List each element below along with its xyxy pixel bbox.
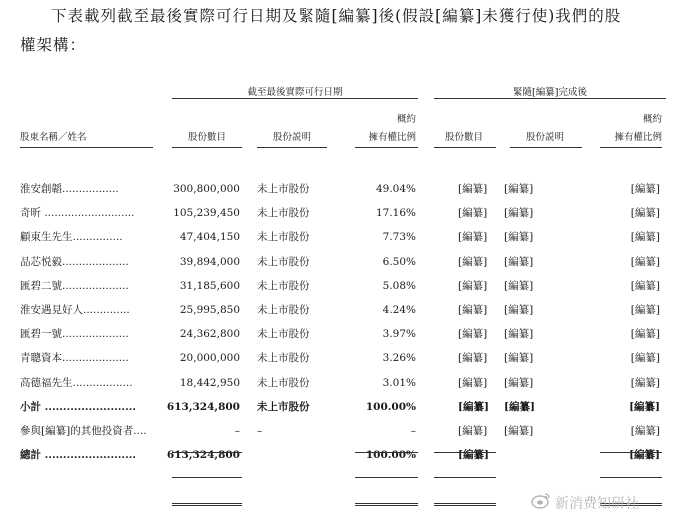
intro-line-2: 權架構： xyxy=(20,36,87,54)
cell-e2: [編纂] xyxy=(504,377,534,389)
group-header-after-listing: 緊隨[編纂]完成後 xyxy=(513,87,587,98)
cell-desc: 未上市股份 xyxy=(257,304,310,316)
table-row xyxy=(0,251,700,273)
cell-desc: 未上市股份 xyxy=(257,401,310,413)
col-header-pct-line1: 概約 xyxy=(396,114,416,125)
table-row xyxy=(0,299,700,321)
cell-e3: [編纂] xyxy=(630,328,660,340)
cell-e1: [編纂] xyxy=(458,328,488,340)
subtotal-rule-shares-after xyxy=(434,452,496,453)
cell-name: 參與[編纂]的其他投資者.... xyxy=(20,425,147,437)
cell-pct: 7.73% xyxy=(382,231,416,243)
watermark-text: 新消费知研社 xyxy=(555,496,639,512)
cell-pct: 3.97% xyxy=(382,328,416,340)
cell-name: 顧東生先生............... xyxy=(20,231,123,243)
cell-name: 小計 ......................... xyxy=(20,401,137,413)
header-rule-desc-after xyxy=(510,147,582,148)
cell-pct: 100.00% xyxy=(365,449,416,461)
header-rule-name xyxy=(20,147,153,148)
cell-name: 淮安遇見好人.............. xyxy=(20,304,130,316)
table-row xyxy=(0,202,700,224)
col-header-shares: 股份數目 xyxy=(187,132,226,143)
cell-e3: [編纂] xyxy=(630,231,660,243)
table-row xyxy=(0,178,700,200)
cell-pct: 3.01% xyxy=(382,377,416,389)
group-rule-right xyxy=(434,98,666,99)
cell-e3: [編纂] xyxy=(630,304,660,316)
cell-name: 匯碧二號.................... xyxy=(20,280,129,292)
cell-e3: [編纂] xyxy=(629,449,660,461)
cell-desc: 未上市股份 xyxy=(257,256,310,268)
cell-e3: [編纂] xyxy=(629,401,660,413)
total-rule-shares-after xyxy=(434,503,496,506)
table-row xyxy=(0,420,700,442)
col-header-name: 股東名稱／姓名 xyxy=(20,132,87,143)
cell-desc: 未上市股份 xyxy=(257,280,310,292)
col-header-shares-after: 股份數目 xyxy=(444,132,483,143)
cell-e1: [編纂] xyxy=(458,304,488,316)
group-header-last-practicable-date: 截至最後實際可行日期 xyxy=(247,87,343,98)
table-row xyxy=(0,347,700,369)
others-rule-pct-after xyxy=(600,477,662,478)
cell-shares: 39,894,000 xyxy=(179,256,240,268)
header-rule-shares-after xyxy=(434,147,496,148)
cell-e1: [編纂] xyxy=(458,425,488,437)
cell-e1: [編纂] xyxy=(458,256,488,268)
cell-name: 奇昕 ........................... xyxy=(20,207,135,219)
subtotal-rule-shares xyxy=(172,452,242,453)
cell-e2: [編纂] xyxy=(504,425,534,437)
col-header-pct-after-line2: 擁有權比例 xyxy=(614,132,662,143)
cell-pct: 49.04% xyxy=(375,183,416,195)
intro-paragraph xyxy=(20,2,690,60)
col-header-desc: 股份説明 xyxy=(272,132,311,143)
cell-e3: [編纂] xyxy=(630,183,660,195)
cell-pct: 5.08% xyxy=(382,280,416,292)
cell-desc: 未上市股份 xyxy=(257,207,310,219)
cell-e2: [編纂] xyxy=(504,328,534,340)
cell-e3: [編纂] xyxy=(630,352,660,364)
subtotal-rule-pct-after xyxy=(600,452,662,453)
col-header-pct-line2: 擁有權比例 xyxy=(368,132,416,143)
cell-desc: 未上市股份 xyxy=(257,328,310,340)
cell-e3: [編纂] xyxy=(630,280,660,292)
table-row xyxy=(0,396,700,418)
weibo-logo-icon xyxy=(531,491,551,509)
cell-e1: [編纂] xyxy=(458,231,488,243)
cell-shares: 47,404,150 xyxy=(179,231,240,243)
group-rule-left xyxy=(172,98,418,99)
cell-e1: [編纂] xyxy=(458,352,488,364)
cell-desc: 未上市股份 xyxy=(257,183,310,195)
cell-e2: [編纂] xyxy=(504,304,534,316)
others-rule-shares xyxy=(172,477,242,478)
cell-e3: [編纂] xyxy=(630,207,660,219)
cell-pct: 17.16% xyxy=(375,207,416,219)
header-rule-pct xyxy=(355,147,418,148)
cell-shares: 25,995,850 xyxy=(179,304,240,316)
cell-shares: 20,000,000 xyxy=(179,352,240,364)
cell-desc: 未上市股份 xyxy=(257,352,310,364)
table-row xyxy=(0,444,700,466)
cell-e2: [編纂] xyxy=(504,183,534,195)
cell-pct: 3.26% xyxy=(382,352,416,364)
others-rule-pct xyxy=(355,477,418,478)
cell-desc: 未上市股份 xyxy=(257,377,310,389)
header-rule-shares xyxy=(172,147,242,148)
cell-shares: 24,362,800 xyxy=(179,328,240,340)
cell-e3: [編纂] xyxy=(630,425,660,437)
cell-e1: [編纂] xyxy=(458,377,488,389)
cell-shares: 18,442,950 xyxy=(179,377,240,389)
cell-pct: 4.24% xyxy=(382,304,416,316)
cell-shares: 105,239,450 xyxy=(173,207,240,219)
table-row xyxy=(0,275,700,297)
cell-name: 淮安創韜................. xyxy=(20,183,119,195)
cell-pct: – xyxy=(410,425,416,437)
header-rule-pct-after xyxy=(600,147,662,148)
intro-line-1: 下表載列截至最後實際可行日期及緊隨[編纂]後(假設[編纂]未獲行使)我們的股 xyxy=(51,7,622,25)
cell-name: 品芯悦毅.................... xyxy=(20,256,129,268)
cell-e1: [編纂] xyxy=(458,207,488,219)
cell-name: 青聰資本.................... xyxy=(20,352,129,364)
cell-name: 高德福先生.................. xyxy=(20,377,133,389)
cell-name: 總計 ......................... xyxy=(20,449,137,461)
cell-e2: [編纂] xyxy=(504,401,535,413)
cell-shares: 613,324,800 xyxy=(166,449,240,461)
cell-shares: 613,324,800 xyxy=(166,401,240,413)
cell-e2: [編纂] xyxy=(504,231,534,243)
others-rule-shares-after xyxy=(434,477,496,478)
cell-shares: 300,800,000 xyxy=(173,183,240,195)
cell-shares: – xyxy=(234,425,240,437)
table-row xyxy=(0,323,700,345)
col-header-desc-after: 股份説明 xyxy=(525,132,564,143)
cell-desc: 未上市股份 xyxy=(257,231,310,243)
total-rule-pct xyxy=(355,503,418,506)
col-header-pct-after-line1: 概約 xyxy=(642,114,662,125)
cell-name: 匯碧一號.................... xyxy=(20,328,129,340)
table-row xyxy=(0,226,700,248)
cell-e2: [編纂] xyxy=(504,352,534,364)
cell-pct: 6.50% xyxy=(382,256,416,268)
cell-pct: 100.00% xyxy=(365,401,416,413)
cell-e2: [編纂] xyxy=(504,207,534,219)
subtotal-rule-pct xyxy=(355,452,418,453)
table-row xyxy=(0,372,700,394)
cell-e1: [編纂] xyxy=(458,449,489,461)
cell-shares: 31,185,600 xyxy=(179,280,240,292)
cell-e2: [編纂] xyxy=(504,256,534,268)
cell-e1: [編纂] xyxy=(458,280,488,292)
cell-e3: [編纂] xyxy=(630,377,660,389)
cell-e1: [編纂] xyxy=(458,401,489,413)
cell-e3: [編纂] xyxy=(630,256,660,268)
cell-desc: – xyxy=(257,425,263,437)
cell-e2: [編纂] xyxy=(504,280,534,292)
cell-e1: [編纂] xyxy=(458,183,488,195)
total-rule-shares xyxy=(172,503,242,506)
header-rule-desc xyxy=(257,147,327,148)
